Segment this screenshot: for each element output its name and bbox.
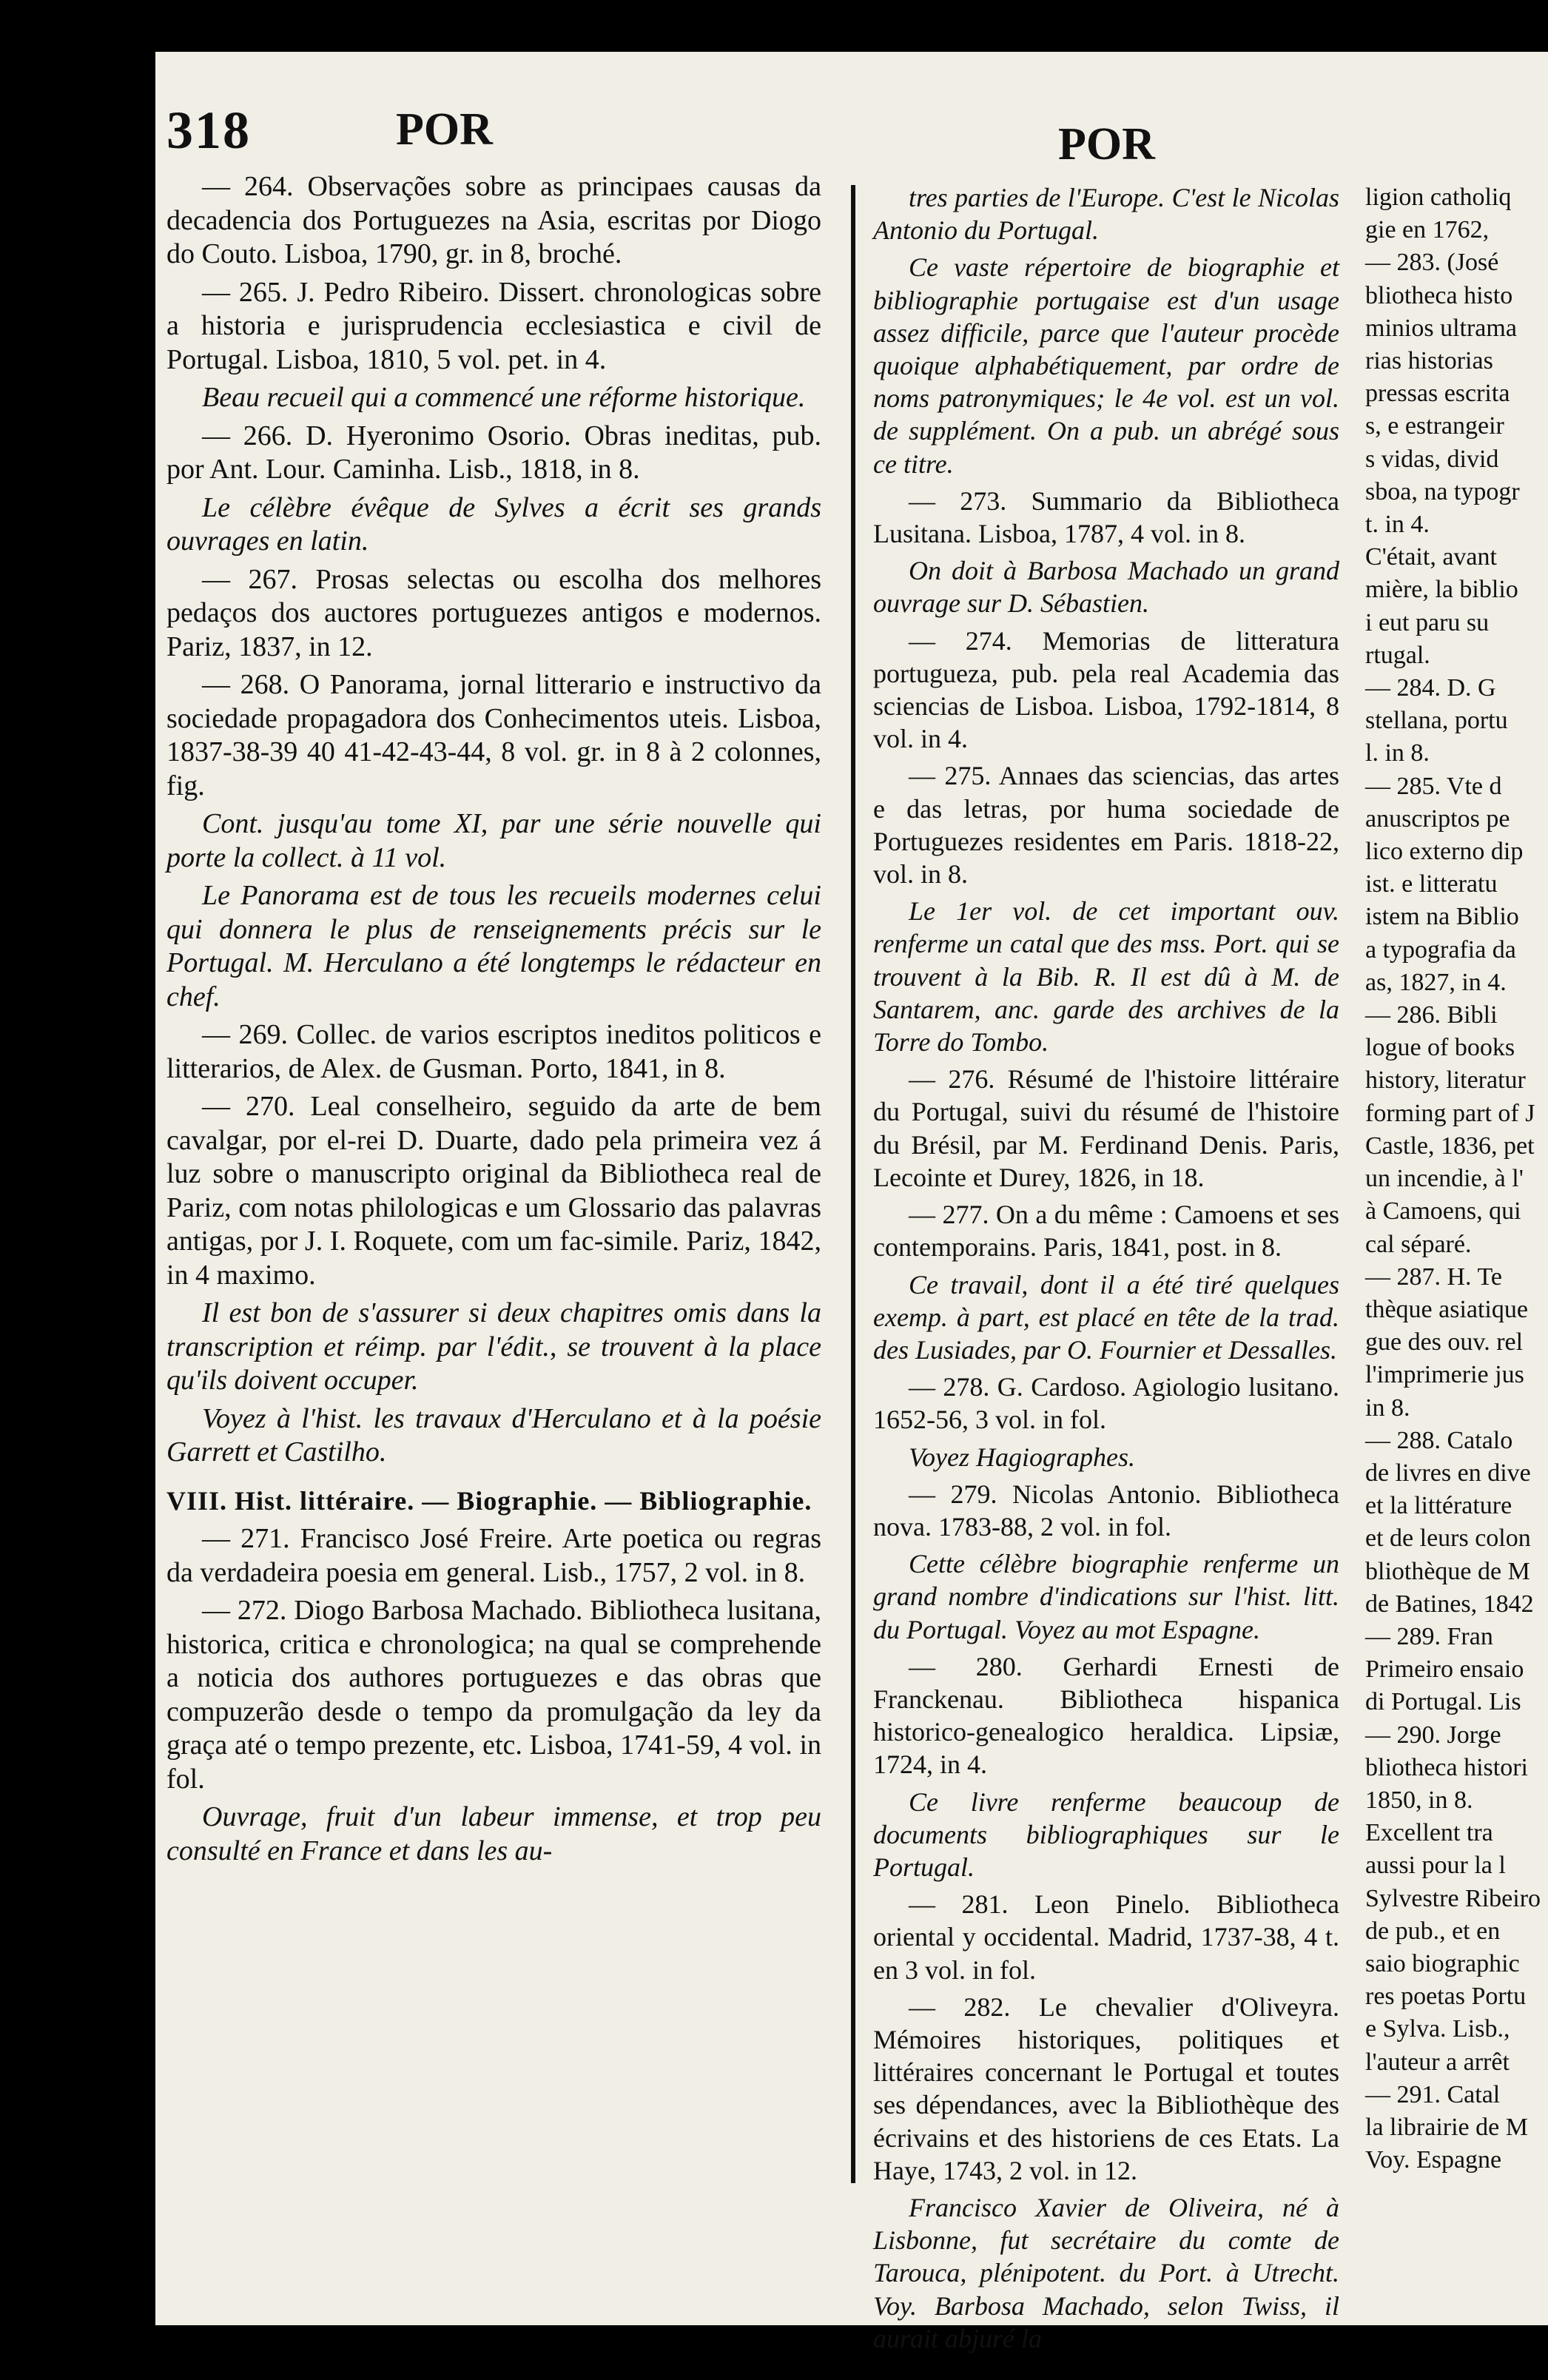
left-column-entry: Le Panorama est de tous les recueils modernes celui qui donnera le plus de renseignements précis sur le Portugal. M. Herculano a été longtemps le rédacteur en chef. bbox=[166, 880, 821, 1012]
mid-column-entry: — 277. On a du même : Camoens et ses contemporains. Paris, 1841, post. in 8. bbox=[873, 1200, 1339, 1263]
left-column-entry: — 265. J. Pedro Ribeiro. Dissert. chronologicas sobre a historia e jurisprudencia ecclesiastica e civil de Portugal. Lisboa, 1810, 5 vol. pet. in 4. bbox=[166, 276, 821, 375]
right-column-entry: gie en 1762, bbox=[1365, 216, 1490, 244]
right-column-entry: forming part of J bbox=[1365, 1099, 1535, 1127]
right-column-entry: C'était, avant bbox=[1365, 543, 1497, 571]
right-column-entry: i eut paru su bbox=[1365, 608, 1490, 636]
right-column-entry: stellana, portu bbox=[1365, 707, 1508, 735]
left-column-entry: — 270. Leal conselheiro, seguido da arte de bem cavalgar, por el-rei D. Duarte, dado pela primeira vez á luz sobre o manuscripto original da Bibliotheca real de Pariz, com notas philologicas e um Glossario das palavras antigas, por J. I. Roquete, com um fac-simile. Pariz, 1842, in 4 maximo. bbox=[166, 1091, 821, 1291]
right-column-entry: Excellent tra bbox=[1365, 1819, 1493, 1847]
right-column-entry: 1850, in 8. bbox=[1365, 1786, 1473, 1814]
mid-column-entry: Cette célèbre biographie renferme un grand nombre d'indications sur l'hist. litt. du Portugal. Voyez au mot Espagne. bbox=[873, 1549, 1339, 1644]
left-column-entry: VIII. Hist. littéraire. — Biographie. — Bibliographie. bbox=[166, 1485, 812, 1516]
mid-column-entry: — 274. Memorias de litteratura portugueza, pub. pela real Academia das sciencias de Lisboa. Lisboa, 1792-1814, 8 vol. in 4. bbox=[873, 625, 1339, 754]
right-column-entry: mière, la biblio bbox=[1365, 576, 1518, 604]
right-column-entry: history, literatur bbox=[1365, 1066, 1526, 1095]
right-column-entry: rtugal. bbox=[1365, 641, 1430, 669]
right-column-entry: un incendie, à l' bbox=[1365, 1165, 1524, 1193]
right-column-entry: Castle, 1836, pet bbox=[1365, 1132, 1535, 1160]
page-number: 318 bbox=[166, 101, 251, 160]
right-column-entry: ligion catholiq bbox=[1365, 184, 1512, 211]
mid-column-entry: Le 1er vol. de cet important ouv. renferme un catal que des mss. Port. qui se trouvent à la Bib. R. Il est dû à M. de Santarem, anc. garde des archives de la Torre do Tombo. bbox=[873, 896, 1339, 1058]
right-column-entry: t. in 4. bbox=[1365, 511, 1430, 539]
right-column-entry: et la littérature bbox=[1365, 1492, 1512, 1520]
right-column-entry: logue of books bbox=[1365, 1034, 1515, 1062]
right-column-entry: — 289. Fran bbox=[1365, 1622, 1493, 1650]
mid-column-entry: Ce vaste répertoire de biographie et bibliographie portugaise est d'un usage assez difficile, parce que l'auteur procède quoique alphabétiquement, par ordre de noms patronymiques; le 4e vol. est un vol. de supplément. On a pub. un abrégé sous ce titre. bbox=[873, 252, 1339, 479]
left-column-entry: Il est bon de s'assurer si deux chapitres omis dans la transcription et réimp. par l'édit., se trouvent à la place qu'ils doivent occuper. bbox=[166, 1297, 821, 1396]
right-column-entry: ist. e litteratu bbox=[1365, 870, 1498, 898]
left-column-entry: — 266. D. Hyeronimo Osorio. Obras ineditas, pub. por Ant. Lour. Caminha. Lisb., 1818, in 8. bbox=[166, 420, 821, 485]
right-column-entry: e Sylva. Lisb., bbox=[1365, 2015, 1510, 2043]
right-column-entry: Voy. Espagne bbox=[1365, 2146, 1502, 2174]
left-column-entry: — 269. Collec. de varios escriptos ineditos politicos e litterarios, de Alex. de Gusman. Porto, 1841, in 8. bbox=[166, 1019, 821, 1084]
right-column-entry: cal séparé. bbox=[1365, 1230, 1472, 1258]
left-column-entry: Ouvrage, fruit d'un labeur immense, et trop peu consulté en France et dans les au- bbox=[166, 1801, 821, 1866]
mid-column-entry: — 275. Annaes das sciencias, das artes e das letras, por huma sociedade de Portuguezes residentes em Paris. 1818-22, vol. in 8. bbox=[873, 761, 1339, 890]
left-column-entry: — 264. Observações sobre as principaes causas da decadencia dos Portuguezes na Asia, escritas por Diogo do Couto. Lisboa, 1790, gr. in 8, broché. bbox=[166, 171, 821, 269]
right-column-entry: Sylvestre Ribeiro bbox=[1365, 1884, 1541, 1912]
right-column-entry: l'imprimerie jus bbox=[1365, 1361, 1524, 1389]
left-column-entry: — 267. Prosas selectas ou escolha dos melhores pedaços dos auctores portuguezes antigos e modernos. Pariz, 1837, in 12. bbox=[166, 563, 821, 662]
right-column-entry: a typografia da bbox=[1365, 935, 1516, 964]
right-column-entry: di Portugal. Lis bbox=[1365, 1688, 1521, 1716]
right-column-entry: — 285. Vte d bbox=[1365, 772, 1502, 800]
left-column-entry: Voyez à l'hist. les travaux d'Herculano et à la poésie Garrett et Castilho. bbox=[166, 1402, 821, 1468]
right-column-entry: à Camoens, qui bbox=[1365, 1197, 1521, 1226]
right-column-entry: — 283. (José bbox=[1365, 249, 1499, 277]
right-column-entry: pressas escrita bbox=[1365, 380, 1510, 408]
right-column-entry: — 291. Catal bbox=[1365, 2080, 1501, 2108]
right-column-entry: minios ultrama bbox=[1365, 314, 1517, 342]
right-column-entry: saio biographic bbox=[1365, 1949, 1520, 1977]
mid-column-entry: Voyez Hagiographes. bbox=[909, 1442, 1135, 1472]
mid-column-entry: Ce livre renferme beaucoup de documents bibliographiques sur le Portugal. bbox=[873, 1786, 1339, 1882]
right-column-entry: et de leurs colon bbox=[1365, 1525, 1531, 1553]
right-column-entry: de Batines, 1842 bbox=[1365, 1590, 1534, 1618]
right-column-entry: de livres en dive bbox=[1365, 1459, 1531, 1487]
right-column-entry: — 284. D. G bbox=[1365, 674, 1496, 702]
right-column-entry: Primeiro ensaio bbox=[1365, 1655, 1524, 1684]
mid-column-entry: tres parties de l'Europe. C'est le Nicolas Antonio du Portugal. bbox=[873, 183, 1339, 246]
right-column-entry: res poetas Portu bbox=[1365, 1983, 1527, 2011]
right-column-entry: de pub., et en bbox=[1365, 1917, 1501, 1945]
right-column-entry: s, e estrangeir bbox=[1365, 412, 1504, 440]
right-column-entry: aussi pour la l bbox=[1365, 1852, 1506, 1880]
middle-column bbox=[873, 181, 1339, 2353]
right-column-entry: in 8. bbox=[1365, 1394, 1410, 1422]
right-column-entry: — 290. Jorge bbox=[1365, 1721, 1501, 1749]
right-column-entry: thèque asiatique bbox=[1365, 1295, 1528, 1323]
running-head-right: POR bbox=[1058, 119, 1155, 169]
left-column-entry: — 268. O Panorama, jornal litterario e instructivo da sociedade propagadora dos Conhecimentos uteis. Lisboa, 1837-38-39 40 41-42-43-44, 8 vol. gr. in 8 à 2 colonnes, fig. bbox=[166, 669, 821, 801]
right-column-entry: l. in 8. bbox=[1365, 739, 1430, 767]
mid-column-entry: — 273. Summario da Bibliotheca Lusitana. Lisboa, 1787, 4 vol. in 8. bbox=[873, 485, 1339, 549]
right-column-entry: bliotheca histori bbox=[1365, 1753, 1529, 1781]
right-column-entry: istem na Biblio bbox=[1365, 903, 1519, 931]
right-column-entry: anuscriptos pe bbox=[1365, 804, 1510, 833]
column-divider bbox=[851, 185, 855, 2183]
right-column-entry: gue des ouv. rel bbox=[1365, 1328, 1524, 1357]
mid-column-entry: On doit à Barbosa Machado un grand ouvrage sur D. Sébastien. bbox=[873, 556, 1339, 619]
mid-column-entry: — 279. Nicolas Antonio. Bibliotheca nova. 1783-88, 2 vol. in fol. bbox=[873, 1479, 1339, 1542]
left-column-entry: — 271. Francisco José Freire. Arte poetica ou regras da verdadeira poesia em general. Lisb., 1757, 2 vol. in 8. bbox=[166, 1523, 821, 1588]
right-column-entry: — 286. Bibli bbox=[1365, 1001, 1498, 1029]
mid-column-entry: — 281. Leon Pinelo. Bibliotheca oriental y occidental. Madrid, 1737-38, 4 t. en 3 vol. in fol. bbox=[873, 1889, 1339, 1985]
mid-column-entry: — 282. Le chevalier d'Oliveyra. Mémoires historiques, politiques et littéraires concernant le Portugal et toutes ses dépendances, avec la Bibliothèque des écrivains et des historiens de ces Etats. La Haye, 1743, 2 vol. in 12. bbox=[873, 1991, 1339, 2185]
right-column-entry: as, 1827, in 4. bbox=[1365, 968, 1507, 996]
running-head-left: POR bbox=[396, 104, 493, 155]
mid-column-entry: Francisco Xavier de Oliveira, né à Lisbonne, fut secrétaire du comte de Tarouca, plénipotent. du Port. à Utrecht. Voy. Barbosa Machado, selon Twiss, il aurait abjuré la bbox=[873, 2192, 1339, 2353]
left-column-entry: — 272. Diogo Barbosa Machado. Bibliotheca lusitana, historica, critica e chronologica; na qual se comprehende a noticia dos authores portuguezes e das obras que compuzerão desde o tempo da promulgação da ley da graça até o tempo prezente, etc. Lisboa, 1741-59, 4 vol. in fol. bbox=[166, 1595, 821, 1795]
right-column-entry: la librairie de M bbox=[1365, 2113, 1528, 2141]
right-column-entry: l'auteur a arrêt bbox=[1365, 2048, 1510, 2076]
right-column-entry: bliothèque de M bbox=[1365, 1557, 1530, 1585]
right-column-entry: rias historias bbox=[1365, 347, 1493, 375]
mid-column-entry: Ce travail, dont il a été tiré quelques exemp. à part, est placé en tête de la trad. des Lusiades, par O. Fournier et Dessalles. bbox=[873, 1269, 1339, 1365]
right-column-entry: s vidas, divid bbox=[1365, 445, 1499, 473]
right-column-entry: — 288. Catalo bbox=[1365, 1426, 1513, 1454]
mid-column-entry: — 276. Résumé de l'histoire littéraire du Portugal, suivi du résumé de l'histoire du Brésil, par M. Ferdinand Denis. Paris, Lecointe et Durey, 1826, in 18. bbox=[873, 1064, 1339, 1192]
left-column-entry: Beau recueil qui a commencé une réforme historique. bbox=[202, 382, 806, 413]
mid-column-entry: — 280. Gerhardi Ernesti de Franckenau. Bibliotheca hispanica historico-genealogico heraldica. Lipsiæ, 1724, in 4. bbox=[873, 1651, 1339, 1780]
right-column-cropped bbox=[1365, 181, 1548, 2327]
left-column-entry: Le célèbre évêque de Sylves a écrit ses grands ouvrages en latin. bbox=[166, 491, 821, 557]
right-column-entry: lico externo dip bbox=[1365, 838, 1524, 866]
mid-column-entry: — 278. G. Cardoso. Agiologio lusitano. 1652-56, 3 vol. in fol. bbox=[873, 1372, 1339, 1435]
right-column-entry: bliotheca histo bbox=[1365, 281, 1513, 309]
left-column-entry: Cont. jusqu'au tome XI, par une série nouvelle qui porte la collect. à 11 vol. bbox=[166, 808, 821, 873]
right-column-entry: sboa, na typogr bbox=[1365, 477, 1520, 505]
right-column-entry: — 287. H. Te bbox=[1365, 1263, 1502, 1291]
left-column bbox=[166, 170, 821, 2339]
